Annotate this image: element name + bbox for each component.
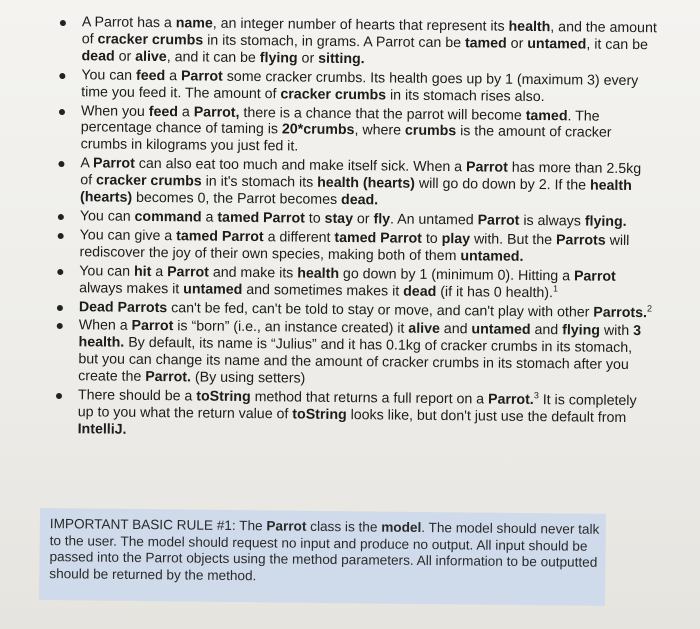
- bold-term: health (hearts): [79, 177, 632, 206]
- requirements-list: [54, 14, 658, 446]
- bold-term: toString: [292, 406, 347, 423]
- bold-term: 20*crumbs: [281, 121, 355, 139]
- bold-term: untamed: [527, 35, 587, 53]
- text-run: in its stomach, in grams. A Parrot can be: [203, 32, 466, 52]
- requirement-item: [55, 227, 655, 267]
- text-run: a: [165, 67, 182, 85]
- bold-term: cracker crumbs: [95, 172, 202, 190]
- bold-term: tamed: [525, 107, 568, 124]
- text-run: with. But the: [469, 231, 557, 249]
- bullet-icon: [58, 233, 64, 239]
- text-run: has more than 2.5kg of: [80, 159, 642, 189]
- text-run: with: [599, 323, 634, 340]
- bold-term: dead: [403, 283, 437, 300]
- bullet-icon: [56, 393, 62, 399]
- bold-term: tamed Parrot: [334, 229, 423, 247]
- text-run: It is completely up to you what the return value of: [77, 392, 637, 423]
- bold-term: Parrot.: [487, 391, 534, 409]
- footnote-marker: 2: [646, 302, 653, 314]
- bold-term: 3 health.: [78, 323, 642, 352]
- requirement-item: [57, 103, 657, 160]
- bold-term: untamed: [183, 280, 243, 298]
- bold-term: Parrot: [180, 68, 223, 85]
- text-run: or: [506, 35, 528, 52]
- bold-term: dead: [81, 48, 115, 65]
- bold-term: play: [441, 230, 471, 248]
- requirement-item: [57, 14, 657, 71]
- bold-term: Dead Parrots: [78, 298, 168, 316]
- text-run: becomes 0, the Parrot becomes: [132, 189, 342, 209]
- bold-term: tamed Parrot: [176, 228, 264, 246]
- text-run: or: [114, 48, 136, 65]
- bullet-icon: [60, 20, 66, 26]
- text-run: a: [151, 263, 168, 280]
- bold-term: flying: [562, 322, 601, 340]
- bold-term: Parrot: [266, 518, 307, 534]
- bold-term: feed: [135, 67, 166, 84]
- text-run: and make its: [208, 264, 298, 282]
- text-run: in its stomach rises also.: [386, 87, 545, 105]
- text-run: to: [421, 230, 442, 247]
- bold-term: fly: [373, 211, 391, 228]
- text-run: . An untamed: [389, 211, 478, 229]
- bold-term: name: [175, 15, 213, 32]
- text-run: always makes it: [79, 279, 184, 297]
- text-run: a: [201, 209, 218, 226]
- bold-term: Parrot: [167, 263, 210, 281]
- text-run: will rediscover the joy of their own species, making both of them: [79, 232, 630, 265]
- bold-term: Parrot.: [145, 369, 192, 386]
- text-run: a: [177, 103, 194, 120]
- text-run: You can: [79, 208, 135, 225]
- bullet-icon: [57, 305, 63, 311]
- text-run: in it's stomach its: [201, 173, 318, 191]
- bold-term: hit: [133, 263, 152, 280]
- text-run: , and it can be: [166, 48, 260, 66]
- bold-term: crumbs: [404, 123, 457, 140]
- bold-term: tamed Parrot: [217, 209, 305, 227]
- footnote-marker: 3: [533, 390, 539, 401]
- bold-term: Parrot: [465, 159, 508, 176]
- text-run: and sometimes makes it: [242, 281, 404, 300]
- text-run: go down by 1 (minimum 0). Hitting a: [338, 265, 575, 285]
- bold-term: Parrot: [92, 155, 135, 173]
- bold-term: Parrots: [555, 232, 606, 249]
- bold-term: sitting.: [318, 50, 365, 68]
- text-run: . The percentage chance of taming is: [80, 107, 600, 138]
- text-run: can't be fed, can't be told to stay or move, and can't play with other: [167, 299, 594, 321]
- text-run: or: [352, 211, 374, 228]
- text-run: You can give a: [79, 227, 177, 245]
- requirement-item: [55, 263, 655, 303]
- text-run: (if it has 0 health).: [436, 283, 554, 301]
- text-run: looks like, but don't just use the default from: [346, 406, 627, 426]
- text-run: or: [297, 50, 319, 67]
- bullet-icon: [57, 323, 63, 329]
- text-run: (By using setters): [190, 369, 306, 387]
- text-run: to: [304, 210, 325, 227]
- text-run: and: [530, 322, 563, 339]
- bold-term: cracker crumbs: [280, 85, 387, 104]
- bullet-icon: [59, 73, 65, 79]
- bold-term: toString: [196, 388, 251, 406]
- bold-term: feed: [148, 103, 179, 120]
- text-run: You can: [81, 66, 137, 84]
- text-run: , an integer number of hearts that represent its: [212, 15, 509, 35]
- text-run: can also eat too much and make itself sick. When a: [134, 156, 467, 176]
- text-run: will go do down by 2. If the: [414, 175, 591, 194]
- bold-term: dead.: [341, 192, 379, 209]
- requirement-item: [57, 67, 657, 107]
- requirement-item: [56, 155, 656, 212]
- bold-term: IntelliJ.: [77, 421, 127, 438]
- bold-term: Parrots.: [593, 304, 648, 321]
- text-run: method that returns a full report on a: [250, 389, 489, 408]
- bold-term: cracker crumbs: [97, 31, 204, 49]
- text-run: is always: [519, 212, 585, 230]
- text-run: , and the amount of: [81, 19, 657, 48]
- bold-term: health (hearts): [317, 174, 416, 192]
- text-run: and: [439, 321, 472, 338]
- text-run: there is a chance that the parrot will become: [239, 104, 526, 124]
- bold-term: tamed: [464, 35, 507, 52]
- important-rule-text: [49, 516, 602, 588]
- bold-term: untamed: [471, 321, 531, 339]
- bold-term: model: [381, 519, 422, 535]
- text-run: . The model should never talk to the user. The model should request no input and produce no output. All input should be passed into the Parrot objects using the method parameters. All information to be outputted should be returned by the method.: [49, 519, 600, 584]
- text-run: some cracker crumbs. Its health goes up by 1 (maximum 3) every time you feed it. The amount of: [81, 68, 639, 102]
- bold-term: health: [508, 18, 551, 36]
- bold-term: Parrot: [477, 212, 520, 229]
- text-run: A Parrot: [81, 14, 134, 31]
- bold-term: Parrot,: [193, 103, 240, 121]
- bullet-icon: [58, 214, 64, 220]
- bold-term: command: [134, 208, 202, 226]
- text-run: , it can be: [586, 36, 649, 54]
- bold-term: alive: [408, 321, 440, 338]
- bold-term: untamed.: [460, 248, 524, 265]
- important-rule-box: [39, 508, 606, 606]
- text-run: You can: [79, 262, 135, 280]
- text-run: , where: [354, 122, 406, 140]
- text-run: By default, its name is “Julius” and it has 0.1kg of cracker crumbs in its stomach, but you can change its name and the amount of cracker crumbs in its stomach after you create the: [78, 335, 633, 386]
- text-run: has a: [133, 14, 176, 32]
- text-run: When a: [78, 317, 132, 335]
- bold-term: Parrot: [131, 318, 174, 335]
- text-run: A: [80, 155, 94, 172]
- bold-term: flying.: [584, 213, 627, 230]
- text-run: When you: [80, 102, 149, 120]
- text-run: a different: [263, 229, 335, 246]
- bold-term: Parrot: [573, 268, 616, 285]
- footnote-marker: 1: [553, 283, 559, 294]
- bold-term: health: [297, 265, 340, 282]
- text-run: class is the: [306, 518, 382, 535]
- bullet-icon: [59, 109, 65, 115]
- requirement-item: [54, 387, 654, 444]
- bold-term: alive: [135, 48, 167, 65]
- text-run: There should be a: [77, 387, 197, 405]
- text-run: is the amount of cracker crumbs in kilograms you just fed it.: [80, 123, 612, 155]
- bullet-icon: [58, 161, 64, 167]
- text-run: IMPORTANT BASIC RULE #1: The: [49, 516, 267, 534]
- bullet-icon: [57, 269, 63, 275]
- bold-term: stay: [324, 210, 354, 228]
- requirement-item: [54, 317, 655, 391]
- text-run: is “born” (i.e., an instance created) it: [173, 318, 409, 338]
- bold-term: flying: [259, 49, 298, 67]
